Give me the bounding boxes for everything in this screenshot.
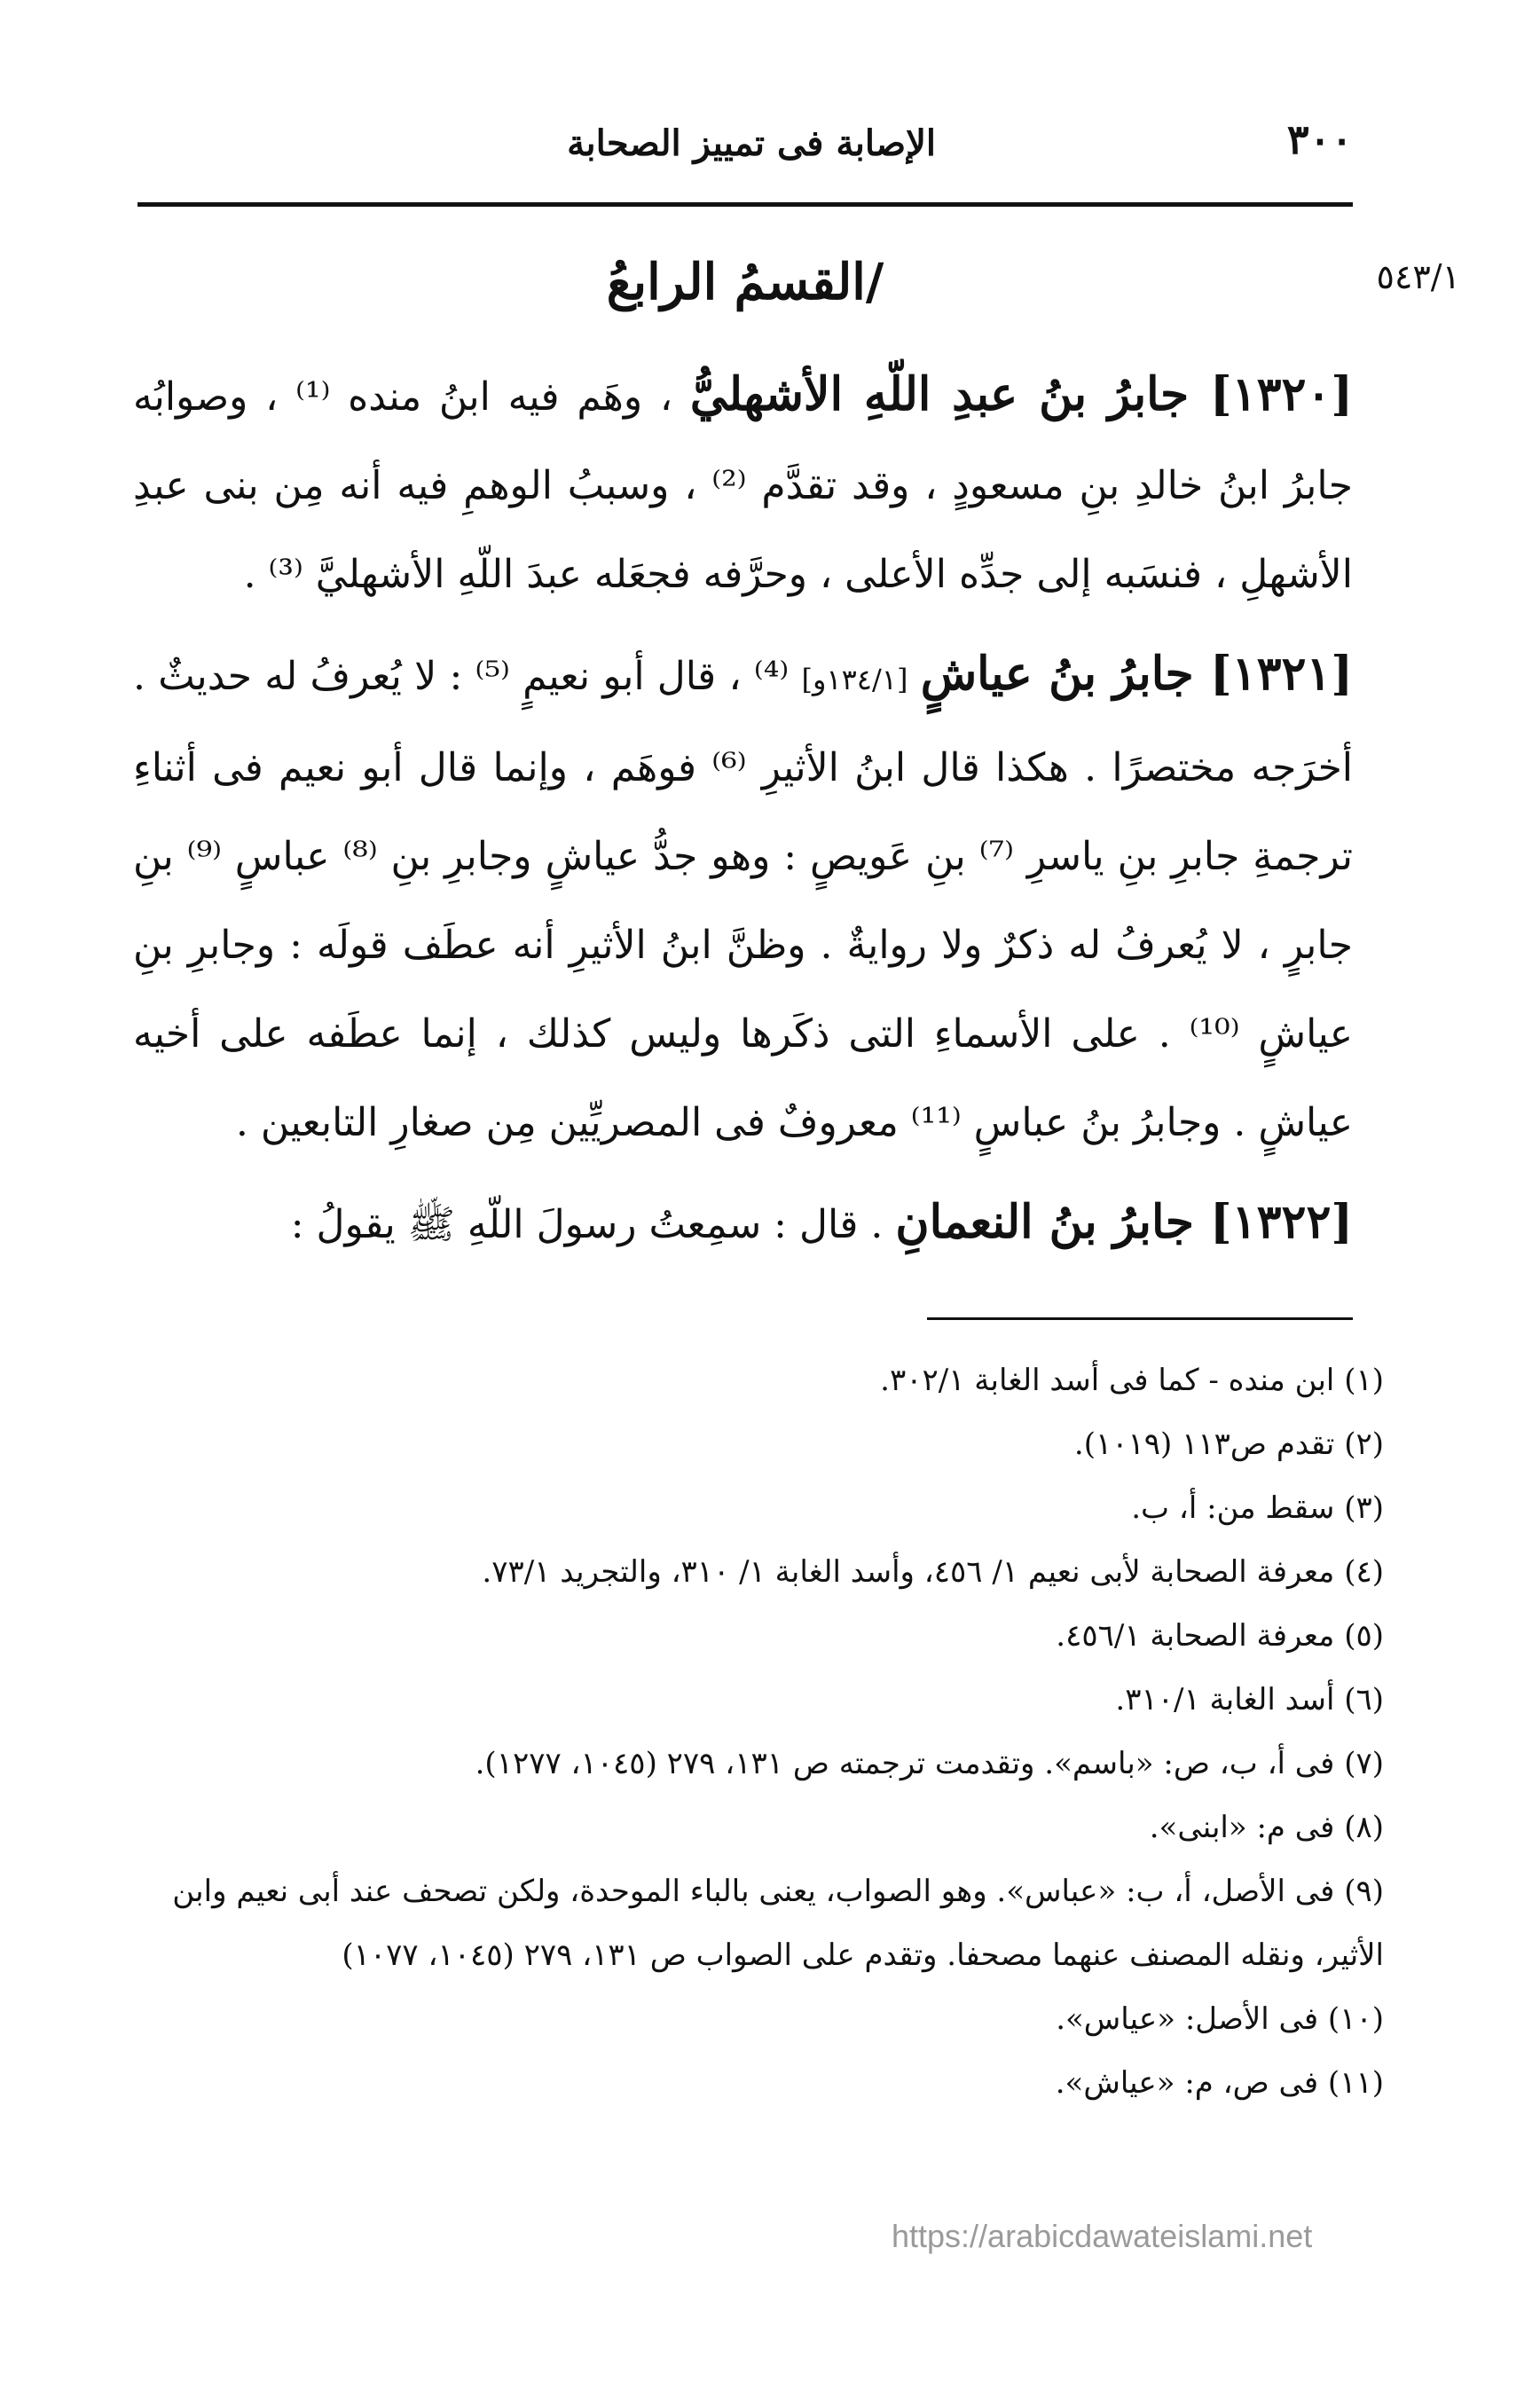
footnote-5: (٥) معرفة الصحابة ٤٥٦/١. [1056,1618,1384,1654]
entry-1322 [133,1178,1353,1269]
footnote-9: (٩) فى الأصل، أ، ب: «عباس». وهو الصواب، يعنى بالباء الموحدة، ولكن تصحف عند أبى نعيم وابن الأثير، ونقله المصنف عنهما مصحفا. وتقدم على الصواب ص ١٣١، ٢٧٩ (١٠٤٥، ١٠٧٧) [172,1874,1384,1973]
footnote-11: (١١) فى ص، م: «عياش». [1055,2065,1384,2101]
page-number: ٣٠٠ [1286,115,1353,163]
footnote-1: (١) ابن منده - كما فى أسد الغابة ٣٠٢/١. [880,1363,1384,1398]
entry-heading: [١٣٢٢] جابرُ بنُ النعمانِ [895,1195,1353,1249]
section-title: /القسمُ الرابعُ [606,253,884,311]
footnote-rule [927,1317,1353,1320]
margin-reference: ٥٤٣/١ [1376,257,1460,296]
footnotes [133,1348,1384,2115]
entry-text: . قال : سمِعتُ رسولَ اللّهِ ﷺ يقولُ : [290,1202,884,1247]
entry-text: ، وهَم فيه ابنُ منده ⁽¹⁾ ، وصوابُه جابرُ ابنُ خالدِ بنِ مسعودٍ ، وقد تقدَّم ⁽²⁾ ، وسببُ الوهمِ فيه أنه مِن بنى عبدِ الأشهلِ ، فنسَبه إلى جدِّه الأعلى ، وحرَّفه فجعَله عبدَ اللّهِ الأشهليَّ ⁽³⁾ . [133,374,1353,597]
footnote-7: (٧) فى أ، ب، ص: «باسم». وتقدمت ترجمته ص ١٣١، ٢٧٩ (١٠٤٥، ١٢٧٧). [475,1746,1384,1781]
running-header [138,115,1353,177]
entry-1320 [133,350,1353,619]
footnote-3: (٣) سقط من: أ، ب. [1131,1490,1384,1526]
book-title: الإصابة فى تمييز الصحابة [567,122,936,164]
footnote-10: (١٠) فى الأصل: «عياس». [1056,2001,1384,2037]
header-rule [138,202,1353,207]
entry-1321 [133,630,1353,1167]
watermark-url: https://arabicdawateislami.net [892,2218,1313,2254]
manuscript-reference: [١٣٤/١و] [801,663,908,696]
footnote-6: (٦) أسد الغابة ٣١٠/١. [1115,1682,1384,1717]
entry-text: ⁽⁴⁾ ، قال أبو نعيمٍ ⁽⁵⁾ : لا يُعرفُ له حديثٌ . أخرَجه مختصرًا . هكذا قال ابنُ الأثيرِ ⁽⁶⁾ فوهَم ، وإنما قال أبو نعيم فى أثناءِ ترجمةِ جابرِ بنِ ياسرِ ⁽⁷⁾ بنِ عَويصٍ : وهو جدُّ عياشٍ وجابرِ بنِ ⁽⁸⁾ عباسٍ ⁽⁹⁾ بنِ جابرٍ ، لا يُعرفُ له ذكرٌ ولا روايةٌ . وظنَّ ابنُ الأثيرِ أنه عطَف قولَه : وجابرِ بنِ عياشٍ ⁽¹⁰⁾ . على الأسماءِ التى ذكَرها وليس كذلك ، إنما عطَفه على أخيه عياشٍ . وجابرُ بنُ عباسٍ ⁽¹¹⁾ معروفٌ فى المصريِّين مِن صغارِ التابعين . [133,654,1354,1145]
main-text [133,350,1353,1280]
footnote-8: (٨) فى م: «ابنى». [1149,1810,1384,1845]
entry-heading: [١٣٢١] جابرُ بنُ عياشٍ [920,647,1353,701]
entry-heading: [١٣٢٠] جابرُ بنُ عبدِ اللّهِ الأشهليُّ [689,367,1353,421]
footnote-4: (٤) معرفة الصحابة لأبى نعيم ١/ ٤٥٦، وأسد الغابة ١/ ٣١٠، والتجريد ٧٣/١. [482,1554,1384,1590]
footnote-2: (٢) تقدم ص١١٣ (١٠١٩). [1073,1426,1384,1462]
